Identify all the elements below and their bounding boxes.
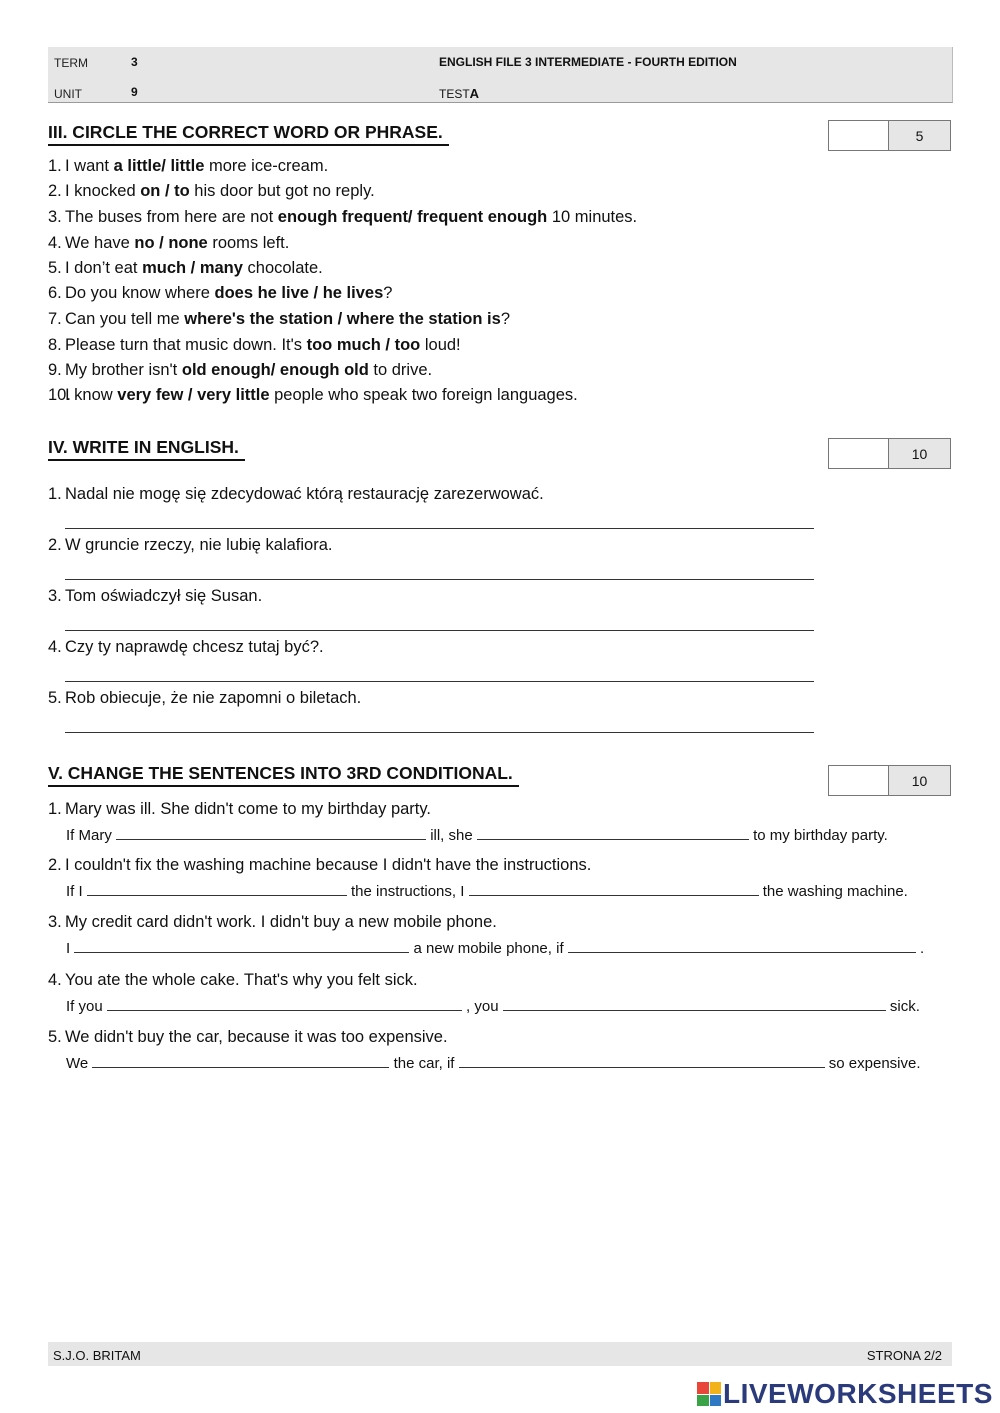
conditional-frame [66,996,920,1015]
section-3-item [48,259,323,278]
section-3-item [48,157,328,176]
item-prompt: Czy ty naprawdę chcesz tutaj być?. [65,638,324,656]
item-number: 4. [48,971,62,989]
frame-part-3: so expensive. [828,1055,921,1072]
section-4-item [48,485,544,504]
item-text-before: Do you know where [65,284,215,302]
item-text-after: to drive. [368,361,433,379]
item-text-after: more ice-cream. [204,157,329,175]
item-sentence: You ate the whole cake. That's why you felt sick. [65,971,418,989]
item-number: 1. [48,485,62,503]
item-sentence: My credit card didn't work. I didn't buy a new mobile phone. [65,913,497,931]
blank-1[interactable] [107,996,462,1011]
section-4-points: 10 [889,439,950,468]
answer-line[interactable] [65,579,814,580]
item-prompt: Rob obiecuje, że nie zapomni o biletach. [65,689,362,707]
conditional-frame [66,1053,921,1072]
frame-part-3: the washing machine. [762,883,908,900]
item-text-after: 10 minutes. [547,208,638,226]
item-number: 4. [48,234,62,252]
frame-part-3: to my birthday party. [753,827,888,844]
item-choice[interactable]: old enough/ enough old [181,361,369,379]
section-5-item [48,971,418,990]
item-text-before: Can you tell me [65,310,185,328]
frame-part-3: . [919,940,925,957]
section-5-item [48,1028,448,1047]
liveworksheets-logo-icon [697,1382,721,1406]
item-choice[interactable]: does he live / he lives [214,284,384,302]
test-value: A [469,86,480,101]
item-text-after: loud! [420,336,461,354]
footer-school: S.J.O. BRITAM [53,1348,141,1363]
item-number: 1. [48,157,62,175]
blank-2[interactable] [459,1053,825,1068]
blank-2[interactable] [477,825,749,840]
item-choice[interactable]: no / none [134,234,208,252]
section-5-score-box [828,765,951,796]
section-4-score-box [828,438,951,469]
item-number: 2. [48,536,62,554]
item-choice[interactable]: where's the station / where the station is [184,310,501,328]
blank-2[interactable] [568,938,916,953]
test-header [48,47,953,103]
frame-part-2: , you [466,998,499,1015]
book-title: ENGLISH FILE 3 INTERMEDIATE - FOURTH EDITION [439,55,737,69]
blank-2[interactable] [503,996,886,1011]
section-3-item [48,361,432,380]
item-text-after: people who speak two foreign languages. [269,386,578,404]
conditional-frame [66,938,924,957]
blank-2[interactable] [469,881,759,896]
frame-part-1: I [66,940,71,957]
item-prompt: W gruncie rzeczy, nie lubię kalafiora. [65,536,333,554]
section-3-title: III. CIRCLE THE CORRECT WORD OR PHRASE. [48,122,449,146]
item-text-after: his door but got no reply. [189,182,375,200]
item-text-before: I know [65,386,118,404]
unit-value: 9 [131,85,138,99]
item-number: 3. [48,913,62,931]
section-3-points: 5 [889,121,950,150]
section-4-title: IV. WRITE IN ENGLISH. [48,437,245,461]
section-5-points: 10 [889,766,950,795]
frame-part-1: If you [66,998,103,1015]
section-3-item [48,208,637,227]
liveworksheets-brand[interactable] [697,1378,993,1410]
conditional-frame [66,881,908,900]
score-input[interactable] [829,121,889,150]
term-value: 3 [131,55,138,69]
item-text-before: Please turn that music down. It's [65,336,307,354]
item-choice[interactable]: a little/ little [113,157,205,175]
item-number: 5. [48,259,62,277]
section-5-title: V. CHANGE THE SENTENCES INTO 3RD CONDITIONAL. [48,763,519,787]
item-text-before: I knocked [65,182,141,200]
item-sentence: I couldn't fix the washing machine because I didn't have the instructions. [65,856,592,874]
term-label: TERM [54,56,88,70]
section-3-item [48,284,392,303]
item-number: 2. [48,182,62,200]
frame-part-1: If I [66,883,83,900]
conditional-frame [66,825,888,844]
item-number: 6. [48,284,62,302]
item-text-after: rooms left. [207,234,290,252]
section-3-item [48,182,375,201]
frame-part-3: sick. [889,998,920,1015]
item-text-after: ? [383,284,393,302]
item-choice[interactable]: much / many [142,259,243,277]
score-input[interactable] [829,439,889,468]
section-3-item [48,386,578,405]
item-number: 7. [48,310,62,328]
frame-part-2: ill, she [430,827,473,844]
item-number: 2. [48,856,62,874]
section-4-item [48,536,332,555]
item-number: 1. [48,800,62,818]
item-sentence: Mary was ill. She didn't come to my birthday party. [65,800,431,818]
item-prompt: Tom oświadczył się Susan. [65,587,263,605]
test-id [439,86,479,101]
item-number: 4. [48,638,62,656]
section-5-item [48,856,591,875]
item-text-before: I want [65,157,114,175]
score-input[interactable] [829,766,889,795]
footer-page-number: STRONA 2/2 [866,1348,942,1363]
frame-part-2: the instructions, I [351,883,465,900]
item-number: 8. [48,336,62,354]
blank-1[interactable] [92,1053,389,1068]
section-4-item [48,689,361,708]
answer-line[interactable] [65,681,814,682]
frame-part-1: If Mary [66,827,112,844]
blank-1[interactable] [87,881,347,896]
item-number: 10. [48,386,71,404]
item-choice[interactable]: very few / very little [117,386,270,404]
item-sentence: We didn't buy the car, because it was too expensive. [65,1028,448,1046]
page-footer [48,1342,952,1366]
test-label: TEST [439,87,470,101]
item-text-after: ? [500,310,510,328]
item-prompt: Nadal nie mogę się zdecydować którą restaurację zarezerwować. [65,485,544,503]
item-number: 3. [48,587,62,605]
answer-line[interactable] [65,732,814,733]
frame-part-2: a new mobile phone, if [413,940,564,957]
blank-1[interactable] [116,825,426,840]
item-choice[interactable]: on / to [140,182,190,200]
item-text-after: chocolate. [242,259,323,277]
item-text-before: I don’t eat [65,259,143,277]
item-text-before: My brother isn't [65,361,182,379]
item-text-before: The buses from here are not [65,208,278,226]
brand-name: LIVEWORKSHEETS [723,1378,993,1409]
section-4-item [48,587,262,606]
frame-part-1: We [66,1055,89,1072]
answer-line[interactable] [65,528,814,529]
unit-label: UNIT [54,87,82,101]
section-3-score-box [828,120,951,151]
section-3-item [48,310,510,329]
item-number: 5. [48,1028,62,1046]
item-number: 5. [48,689,62,707]
blank-1[interactable] [74,938,409,953]
item-number: 3. [48,208,62,226]
section-5-item [48,913,497,932]
answer-line[interactable] [65,630,814,631]
section-3-item [48,234,289,253]
frame-part-2: the car, if [393,1055,455,1072]
section-4-item [48,638,324,657]
section-5-item [48,800,431,819]
item-choice[interactable]: too much / too [306,336,421,354]
item-choice[interactable]: enough frequent/ frequent enough [277,208,548,226]
item-text-before: We have [65,234,135,252]
section-3-item [48,336,461,355]
item-number: 9. [48,361,62,379]
